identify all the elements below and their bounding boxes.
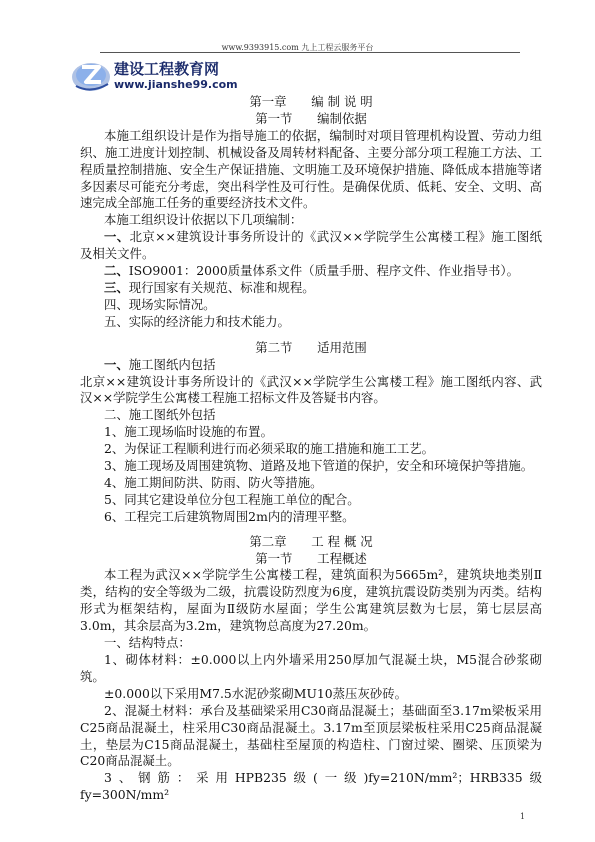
page-number: 1 bbox=[520, 812, 526, 821]
paragraph: 本工程为武汉××学院学生公寓楼工程，建筑面积为5665m²，建筑块地类别Ⅱ类，结构的安全等级为二级，抗震设防烈度为6度，建筑抗震设防类别为丙类。结构形式为框架结构，屋面为Ⅱ级防水屋面；学生公寓建筑层数为七层，第七层层高3.0m，其余层高为3.2m，建筑物总高度为27.20m。 bbox=[80, 567, 542, 634]
logo-emblem-icon bbox=[70, 56, 112, 94]
list-item bbox=[80, 280, 542, 297]
header-divider bbox=[100, 52, 520, 53]
list-item: 3、钢筋：采用HPB235级(一级)fy=210N/mm²；HRB335级 fy=300N/mm² bbox=[80, 770, 542, 803]
list-text: 施工图纸内包括 bbox=[128, 356, 216, 372]
paragraph: 北京××建筑设计事务所设计的《武汉××学院学生公寓楼工程》施工图纸内容、武汉××学院学生公寓楼工程施工招标文件及答疑书内容。 bbox=[80, 373, 542, 406]
section-title: 第二节 适用范围 bbox=[255, 339, 367, 355]
paragraph: 本施工组织设计依据以下几项编制： bbox=[104, 212, 303, 228]
document-body bbox=[80, 94, 542, 804]
chapter-title: 第二章 工 程 概 况 bbox=[249, 533, 373, 549]
list-text: 北京××建筑设计事务所设计的《武汉××学院学生公寓楼工程》施工图纸及相关文件。 bbox=[80, 229, 543, 262]
list-item bbox=[80, 263, 542, 280]
list-text: 现行国家有关规范、标准和规程。 bbox=[128, 279, 315, 295]
list-item: 5、同其它建设单位分包工程施工单位的配合。 bbox=[104, 491, 360, 507]
list-item: 1、砌体材料：±0.000以上内外墙采用250厚加气混凝土块，M5混合砂浆砌筑。 bbox=[80, 652, 542, 684]
chapter-title: 第一章 编 制 说 明 bbox=[249, 94, 373, 109]
logo-domain: www.jianshe99.com bbox=[114, 78, 238, 91]
paragraph: 本施工组织设计是作为指导施工的依据，编制时对项目管理机构设置、劳动力组织、施工进度计划控制、机械设备及周转材料配备、主要分部分项工程施工方法、工程质量控制措施、安全生产保证措施、文明施工及环境保护措施、降低成本措施等诸多因素尽可能充分考虑，突出科学性及可行性。是确保优质、低耗、安全、文明、高速完成全部施工任务的重要经济技术文件。 bbox=[80, 127, 542, 211]
subheading: 一、结构特点： bbox=[104, 635, 191, 651]
list-item: 1、施工现场临时设施的布置。 bbox=[104, 424, 273, 440]
list-number: 一、 bbox=[104, 356, 129, 372]
list-number: 二、 bbox=[104, 263, 129, 279]
section-title: 第一节 工程概述 bbox=[255, 550, 367, 566]
list-item: 2、混凝土材料：承台及基础梁采用C30商品混凝土；基础面至3.17m梁板采用C25商品混凝土，柱采用C30商品混凝土。3.17m至顶层梁板柱采用C25商品混凝土，垫层为C15商品混凝土，基础柱至屋顶的构造柱、门窗过梁、圈梁、压顶梁为C20商品混凝土。 bbox=[80, 702, 542, 769]
list-number: 三、 bbox=[104, 279, 129, 295]
list-item: 6、工程完工后建筑物周围2m内的清理平整。 bbox=[104, 508, 355, 524]
list-item: 五、实际的经济能力和技术能力。 bbox=[104, 313, 290, 329]
subheading bbox=[80, 357, 542, 374]
spacer bbox=[80, 331, 542, 340]
list-text: ISO9001：2000质量体系文件（质量手册、程序文件、作业指导书）。 bbox=[128, 263, 519, 279]
list-item: 2、为保证工程顺利进行而必须采取的施工措施和施工工艺。 bbox=[104, 441, 435, 457]
logo-name: 建设工程教育网 bbox=[114, 60, 220, 78]
site-logo bbox=[70, 56, 240, 96]
list-item: 四、现场实际情况。 bbox=[104, 296, 216, 312]
list-item: ±0.000以下采用M7.5水泥砂浆砌MU10蒸压灰砂砖。 bbox=[104, 685, 408, 701]
section-title: 第一节 编制依据 bbox=[255, 110, 367, 126]
header-url: www.9393915.com 九上工程云服务平台 bbox=[221, 43, 374, 52]
subheading: 二、施工图纸外包括 bbox=[104, 407, 216, 423]
list-item: 4、施工期间防洪、防雨、防火等措施。 bbox=[104, 474, 323, 490]
list-item: 3、施工现场及周围建筑物、道路及地下管道的保护，安全和环境保护等措施。 bbox=[104, 458, 534, 474]
spacer bbox=[80, 526, 542, 534]
list-number: 一、 bbox=[104, 229, 130, 245]
list-item bbox=[80, 229, 542, 263]
